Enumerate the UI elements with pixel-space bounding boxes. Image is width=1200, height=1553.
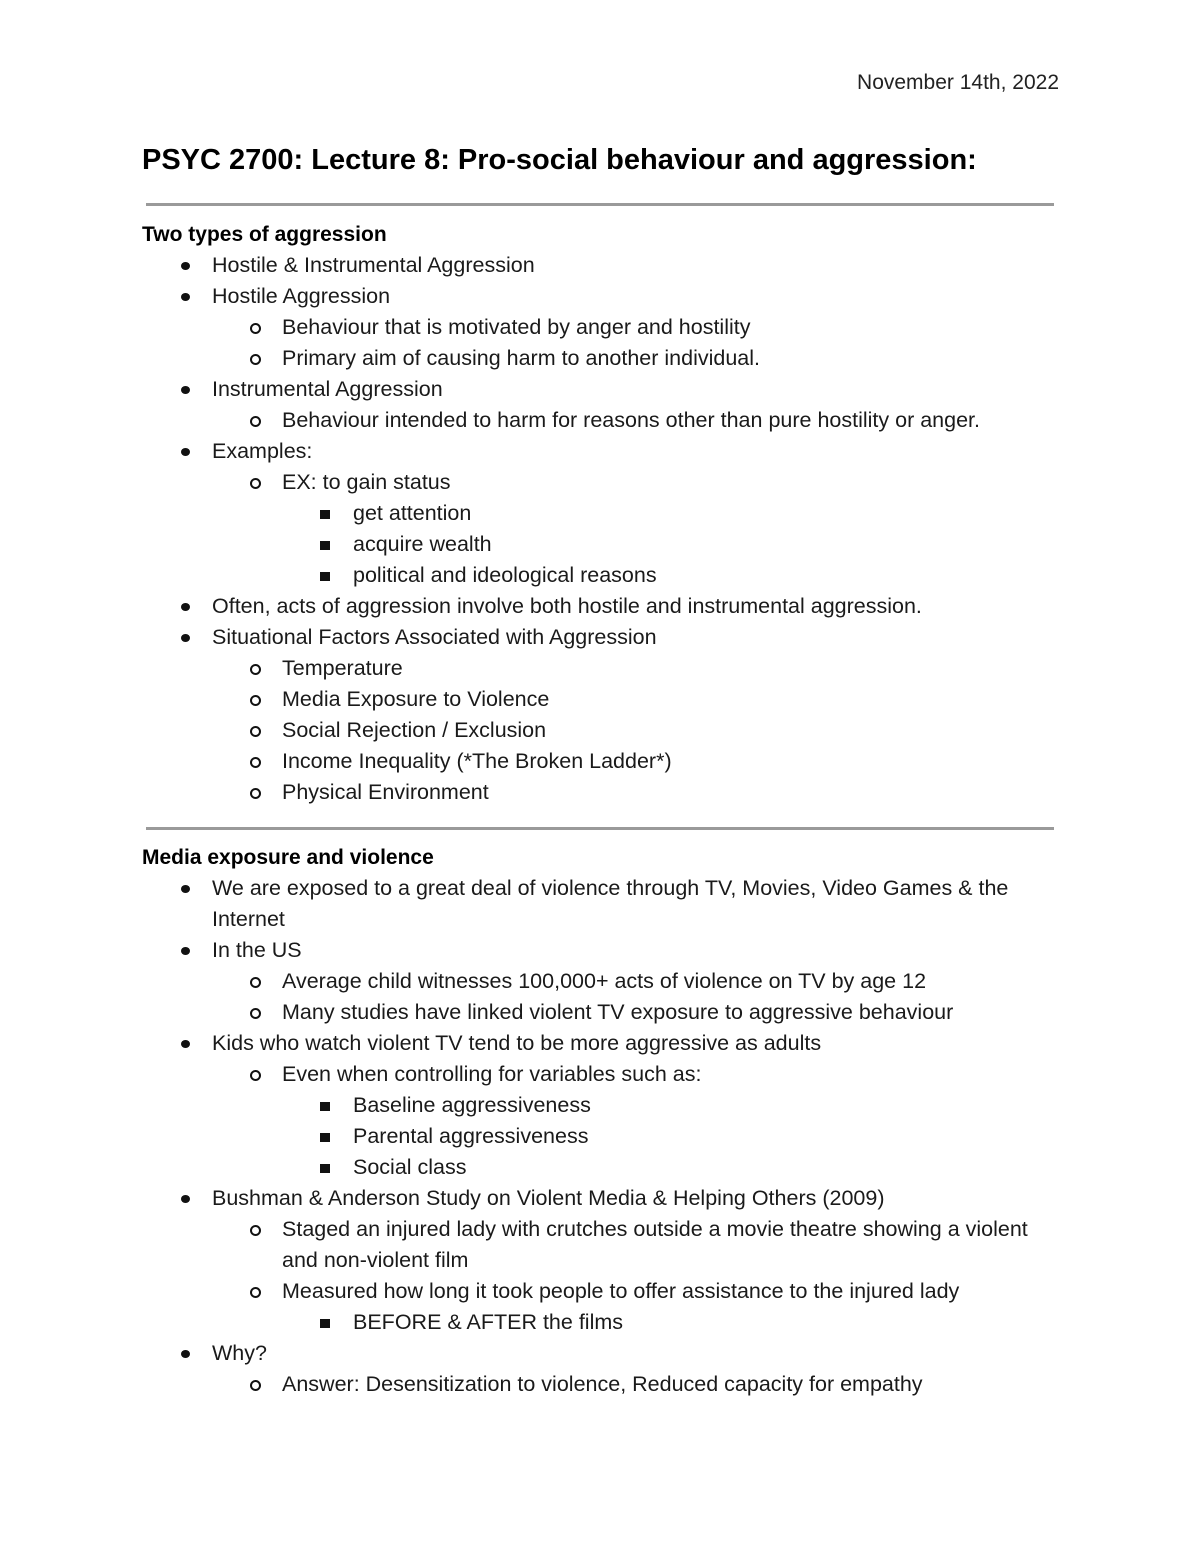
list-item: [142, 591, 1062, 622]
bullet-list: [142, 250, 1062, 808]
filled-bullet-icon: [181, 293, 190, 301]
list-item-text: Average child witnesses 100,000+ acts of violence on TV by age 12: [282, 969, 927, 993]
bullet-list: [142, 873, 1062, 1400]
list-item-text: Physical Environment: [282, 780, 489, 804]
list-item-text: Hostile & Instrumental Aggression: [212, 253, 535, 277]
hollow-bullet-icon: [250, 1225, 261, 1236]
list-item-text: Primary aim of causing harm to another individual.: [282, 346, 760, 370]
list-item-text: BEFORE & AFTER the films: [353, 1310, 623, 1334]
list-item: [142, 436, 1062, 467]
hollow-bullet-icon: [250, 664, 261, 675]
list-item: [142, 1307, 1062, 1338]
list-item-text: Situational Factors Associated with Aggression: [212, 625, 657, 649]
list-item-text: EX: to gain status: [282, 470, 451, 494]
hollow-bullet-icon: [250, 1008, 261, 1019]
list-item-text: Baseline aggressiveness: [353, 1093, 591, 1117]
hollow-bullet-icon: [250, 354, 261, 365]
filled-bullet-icon: [181, 603, 190, 611]
list-item: [142, 250, 1062, 281]
filled-bullet-icon: [181, 448, 190, 456]
list-item: [142, 1121, 1062, 1152]
list-item: [142, 966, 1062, 997]
list-item: [142, 935, 1062, 966]
hollow-bullet-icon: [250, 416, 261, 427]
list-item-text: Why?: [212, 1341, 267, 1365]
horizontal-divider: [146, 203, 1054, 206]
hollow-bullet-icon: [250, 757, 261, 768]
list-item: [142, 498, 1062, 529]
list-item: [142, 997, 1062, 1028]
list-item: [142, 467, 1062, 498]
document-title: PSYC 2700: Lecture 8: Pro-social behaviour and aggression:: [142, 144, 977, 176]
hollow-bullet-icon: [250, 1287, 261, 1298]
list-item: [142, 1059, 1062, 1090]
list-item-text: Kids who watch violent TV tend to be more aggressive as adults: [212, 1031, 822, 1055]
list-item: [142, 281, 1062, 312]
list-item: [142, 405, 1062, 436]
list-item: [142, 1183, 1062, 1214]
list-item: [142, 1152, 1062, 1183]
list-item: [142, 312, 1062, 343]
list-item: [142, 873, 1062, 935]
section-heading: Two types of aggression: [142, 223, 387, 246]
section-media-exposure: [142, 842, 1062, 1400]
square-bullet-icon: [320, 572, 330, 581]
list-item-text: Examples:: [212, 439, 313, 463]
list-item: [142, 1338, 1062, 1369]
hollow-bullet-icon: [250, 977, 261, 988]
filled-bullet-icon: [181, 885, 190, 893]
list-item: [142, 746, 1062, 777]
filled-bullet-icon: [181, 1350, 190, 1358]
list-item: [142, 715, 1062, 746]
list-item-text: Behaviour intended to harm for reasons other than pure hostility or anger.: [282, 408, 980, 432]
list-item-text: Hostile Aggression: [212, 284, 391, 308]
list-item-text: Social class: [353, 1155, 467, 1179]
list-item-text: get attention: [353, 501, 472, 525]
list-item-text: acquire wealth: [353, 532, 492, 556]
list-item-text: In the US: [212, 938, 302, 962]
list-item-text: political and ideological reasons: [353, 563, 657, 587]
document-date: November 14th, 2022: [857, 71, 1059, 94]
square-bullet-icon: [320, 541, 330, 550]
list-item: [142, 529, 1062, 560]
list-item-text: Answer: Desensitization to violence, Reduced capacity for empathy: [282, 1372, 923, 1396]
list-item: [142, 560, 1062, 591]
list-item-text: Media Exposure to Violence: [282, 687, 550, 711]
hollow-bullet-icon: [250, 788, 261, 799]
list-item-text: Parental aggressiveness: [353, 1124, 589, 1148]
list-item-text: Staged an injured lady with crutches outside a movie theatre showing a violent and non-violent film: [282, 1217, 1028, 1272]
filled-bullet-icon: [181, 1195, 190, 1203]
list-item-text: We are exposed to a great deal of violence through TV, Movies, Video Games & the Internet: [212, 876, 1009, 931]
list-item: [142, 622, 1062, 653]
filled-bullet-icon: [181, 262, 190, 270]
list-item: [142, 653, 1062, 684]
list-item-text: Instrumental Aggression: [212, 377, 443, 401]
list-item-text: Measured how long it took people to offer assistance to the injured lady: [282, 1279, 960, 1303]
list-item-text: Income Inequality (*The Broken Ladder*): [282, 749, 672, 773]
list-item-text: Temperature: [282, 656, 403, 680]
list-item: [142, 684, 1062, 715]
square-bullet-icon: [320, 1319, 330, 1328]
horizontal-divider: [146, 827, 1054, 830]
list-item: [142, 777, 1062, 808]
list-item-text: Many studies have linked violent TV exposure to aggressive behaviour: [282, 1000, 954, 1024]
list-item-text: Bushman & Anderson Study on Violent Media & Helping Others (2009): [212, 1186, 885, 1210]
list-item-text: Social Rejection / Exclusion: [282, 718, 547, 742]
hollow-bullet-icon: [250, 323, 261, 334]
filled-bullet-icon: [181, 1040, 190, 1048]
square-bullet-icon: [320, 1133, 330, 1142]
hollow-bullet-icon: [250, 695, 261, 706]
filled-bullet-icon: [181, 634, 190, 642]
list-item: [142, 1276, 1062, 1307]
filled-bullet-icon: [181, 386, 190, 394]
section-heading: Media exposure and violence: [142, 846, 434, 869]
list-item: [142, 1214, 1062, 1276]
hollow-bullet-icon: [250, 478, 261, 489]
section-two-types-of-aggression: [142, 219, 1062, 808]
square-bullet-icon: [320, 1164, 330, 1173]
list-item-text: Often, acts of aggression involve both hostile and instrumental aggression.: [212, 594, 922, 618]
list-item: [142, 1028, 1062, 1059]
list-item-text: Even when controlling for variables such as:: [282, 1062, 702, 1086]
list-item: [142, 374, 1062, 405]
hollow-bullet-icon: [250, 1380, 261, 1391]
list-item: [142, 343, 1062, 374]
filled-bullet-icon: [181, 947, 190, 955]
hollow-bullet-icon: [250, 726, 261, 737]
square-bullet-icon: [320, 1102, 330, 1111]
list-item: [142, 1369, 1062, 1400]
list-item-text: Behaviour that is motivated by anger and hostility: [282, 315, 751, 339]
list-item: [142, 1090, 1062, 1121]
hollow-bullet-icon: [250, 1070, 261, 1081]
square-bullet-icon: [320, 510, 330, 519]
